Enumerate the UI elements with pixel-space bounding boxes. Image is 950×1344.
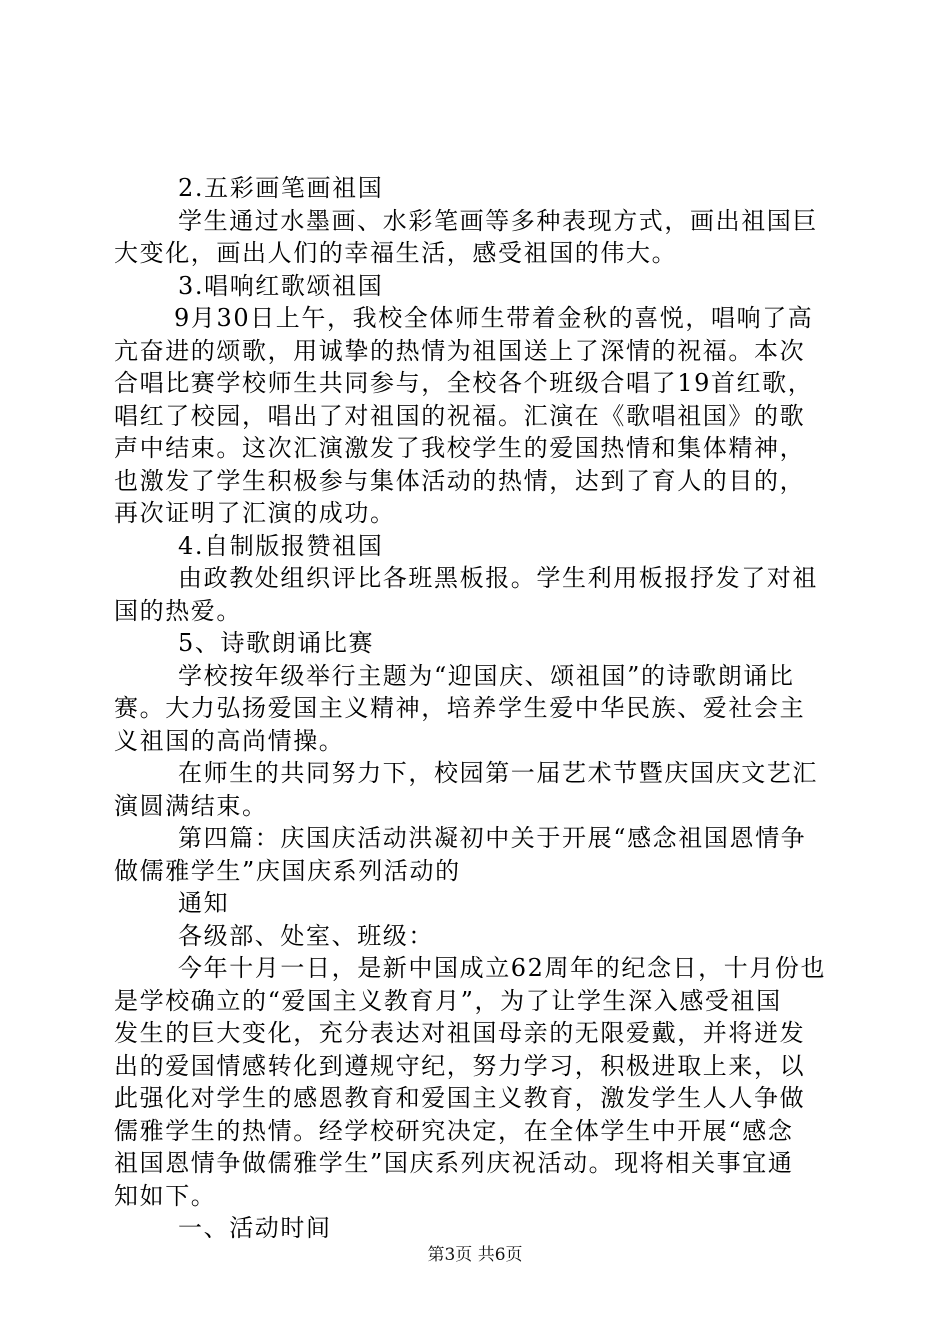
paragraph-line: 此强化对学生的感恩教育和爱国主义教育，激发学生人人争做 bbox=[114, 1084, 806, 1112]
paragraph-line: 声中结束。这次汇演激发了我校学生的爱国热情和集体精神， bbox=[114, 434, 806, 462]
paragraph-line: 也激发了学生积极参与集体活动的热情，达到了育人的目的， bbox=[114, 466, 806, 495]
paragraph-line: 是学校确立的“爱国主义教育月”，为了让学生深入感受祖国 bbox=[114, 986, 782, 1015]
paragraph-line: 祖国恩情争做儒雅学生”国庆系列庆祝活动。现将相关事宜通 bbox=[114, 1149, 794, 1177]
paragraph-line: 学生通过水墨画、水彩笔画等多种表现方式，画出祖国巨 bbox=[178, 206, 818, 235]
paragraph-line: 义祖国的高尚情操。 bbox=[114, 726, 345, 755]
document-body bbox=[114, 172, 834, 1245]
paragraph-line: 学校按年级举行主题为“迎国庆、颂祖国”的诗歌朗诵比 bbox=[178, 661, 795, 690]
paragraph-line: 赛。大力弘扬爱国主义精神，培养学生爱中华民族、爱社会主 bbox=[114, 694, 806, 722]
paragraph-line: 今年十月一日，是新中国成立62周年的纪念日，十月份也 bbox=[178, 954, 827, 982]
paragraph-line: 合唱比赛学校师生共同参与，全校各个班级合唱了19首红歌， bbox=[114, 369, 814, 397]
section-heading: 5、诗歌朗诵比赛 bbox=[178, 629, 375, 657]
section-heading: 4.自制版报赞祖国 bbox=[178, 531, 384, 560]
section-heading: 2.五彩画笔画祖国 bbox=[178, 174, 384, 202]
paragraph-line: 出的爱国情感转化到遵规守纪，努力学习，积极进取上来，以 bbox=[114, 1051, 806, 1080]
paragraph-line: 在师生的共同努力下，校园第一届艺术节暨庆国庆文艺汇 bbox=[178, 759, 818, 787]
chapter-heading: 做儒雅学生”庆国庆系列活动的 bbox=[114, 856, 461, 885]
paragraph-line: 知如下。 bbox=[114, 1181, 217, 1210]
paragraph-line: 由政教处组织评比各班黑板报。学生利用板报抒发了对祖 bbox=[178, 564, 818, 592]
paragraph-line: 演圆满结束。 bbox=[114, 791, 268, 820]
section-heading: 一、活动时间 bbox=[178, 1214, 332, 1242]
paragraph-line: 国的热爱。 bbox=[114, 596, 242, 625]
paragraph-line: 儒雅学生的热情。经学校研究决定，在全体学生中开展“感念 bbox=[114, 1116, 794, 1145]
paragraph-line: 再次证明了汇演的成功。 bbox=[114, 499, 396, 527]
paragraph-line: 唱红了校园，唱出了对祖国的祝福。汇演在《歌唱祖国》的歌 bbox=[114, 401, 806, 430]
page-number-footer: 第3页 共6页 bbox=[427, 1245, 523, 1265]
salutation: 各级部、处室、班级： bbox=[178, 921, 434, 950]
paragraph-line: 发生的巨大变化，充分表达对祖国母亲的无限爱戴，并将迸发 bbox=[114, 1019, 806, 1047]
paragraph-line: 大变化，画出人们的幸福生活，感受祖国的伟大。 bbox=[114, 239, 678, 267]
notice-title: 通知 bbox=[178, 889, 230, 917]
section-heading: 3.唱响红歌颂祖国 bbox=[178, 271, 384, 300]
chapter-heading: 第四篇：庆国庆活动洪凝初中关于开展“感念祖国恩情争 bbox=[178, 824, 807, 852]
paragraph-line: 亢奋进的颂歌，用诚挚的热情为祖国送上了深情的祝福。本次 bbox=[114, 336, 806, 365]
paragraph-line: 9月30日上午，我校全体师生带着金秋的喜悦，唱响了高 bbox=[174, 304, 814, 332]
